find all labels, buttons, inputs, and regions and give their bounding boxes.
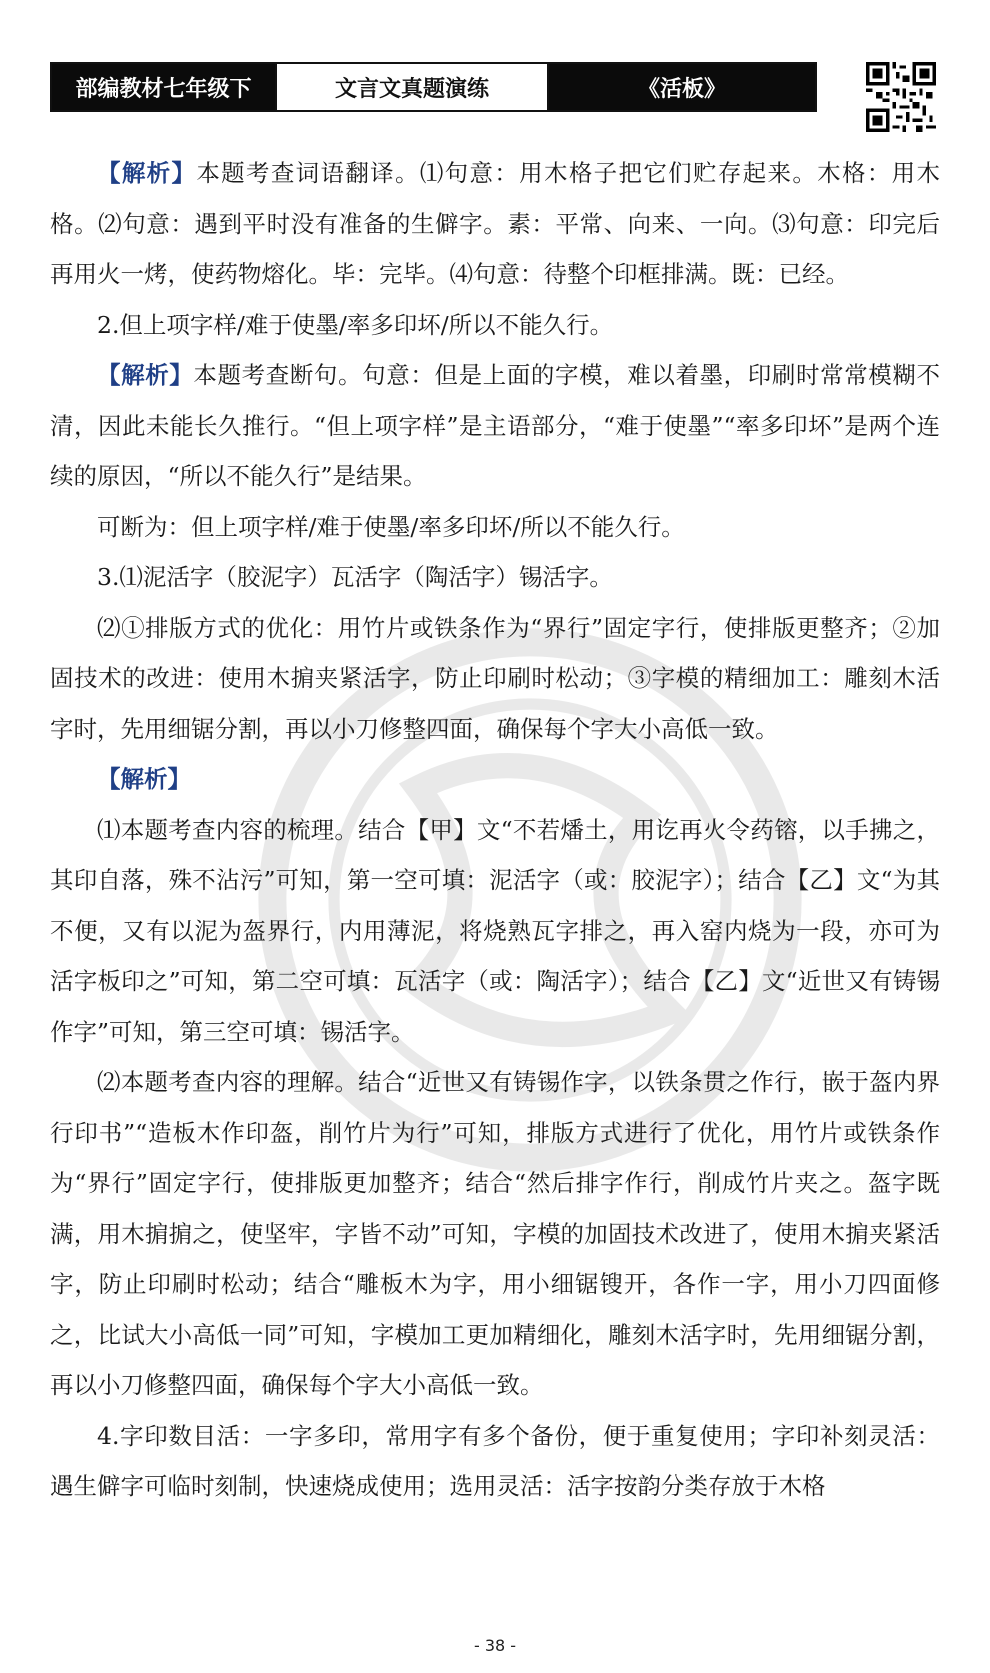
page-header [50,62,817,112]
page-number: - 38 - [473,1636,517,1655]
paragraph [50,603,940,755]
paragraph [50,1057,940,1411]
paragraph [50,148,940,300]
paragraph [50,552,940,603]
paragraph-text: ⑵本题考查内容的理解。结合“近世又有铸锡作字，以铁条贯之作行，嵌于盔内界行印书”“造板木作印盔，削竹片为行”可知，排版方式进行了优化，用竹片或铁条作为“界行”固定字行，使排版更加整齐；结合“然后排字作行，削成竹片夹之。盔字既满，用木掮掮之，使坚牢，字皆不动”可知，字模的加固技术改进了，使用木掮夹紧活字，防止印刷时松动；结合“雕板木为字，用小细锯锼开，各作一字，用小刀四面修之，比试大小高低一同”可知，字模加工更加精细化，雕刻木活字时，先用细锯分割，再以小刀修整四面，确保每个字大小高低一致。 [50,1068,940,1399]
qr-code-icon [866,62,936,132]
paragraph [50,1411,940,1512]
paragraph-text: ⑴本题考查内容的梳理。结合【甲】文“不若燔土，用讫再火令药镕，以手拂之，其印自落，殊不沾污”可知，第一空可填：泥活字（或：胶泥字）；结合【乙】文“为其不便，又有以泥为盔界行，内用薄泥，将烧熟瓦字排之，再入窑内烧为一段，亦可为活字板印之”可知，第二空可填：瓦活字（或：陶活字）；结合【乙】文“近世又有铸锡作字”可知，第三空可填：锡活字。 [50,815,940,1046]
paragraph [50,805,940,1058]
analysis-tag: 【解析】 [97,159,197,187]
paragraph-text: 3.⑴泥活字（胶泥字）瓦活字（陶活字）锡活字。 [97,563,613,591]
paragraph [50,350,940,502]
paragraph-text: 2.但上项字样/难于使墨/率多印坏/所以不能久行。 [97,310,614,339]
paragraph-text: 可断为：但上项字样/难于使墨/率多印坏/所以不能久行。 [97,512,685,541]
paragraph-text: ⑵①排版方式的优化：用竹片或铁条作为“界行”固定字行，使排版更整齐；②加固技术的改进：使用木掮夹紧活字，防止印刷时松动；③字模的精细加工：雕刻木活字时，先用细锯分割，再以小刀修整四面，确保每个字大小高低一致。 [50,613,940,743]
analysis-tag: 【解析】 [97,765,191,793]
paragraph [50,502,940,553]
header-section-title: 文言文真题演练 [275,64,549,110]
analysis-tag: 【解析】 [97,361,194,389]
paragraph [50,300,940,351]
answer-content [50,148,940,1512]
paragraph-text: 本题考查断句。句意：但是上面的字模，难以着墨，印刷时常常模糊不清，因此未能长久推行。“但上项字样”是主语部分，“难于使墨”“率多印坏”是两个连续的原因，“所以不能久行”是结果。 [50,361,941,490]
header-grade-label: 部编教材七年级下 [52,64,275,110]
paragraph-text: 本题考查词语翻译。⑴句意：用木格子把它们贮存起来。木格：用木格。⑵句意：遇到平时没有准备的生僻字。素：平常、向来、一向。⑶句意：印完后再用火一烤，使药物熔化。毕：完毕。⑷句意：待整个印框排满。既：已经。 [50,159,941,288]
paragraph-text: 4.字印数目活：一字多印，常用字有多个备份，便于重复使用；字印补刻灵活：遇生僻字可临时刻制，快速烧成使用；选用灵活：活字按韵分类存放于木格 [50,1421,940,1500]
paragraph [50,754,940,805]
header-lesson-title: 《活板》 [549,64,815,110]
